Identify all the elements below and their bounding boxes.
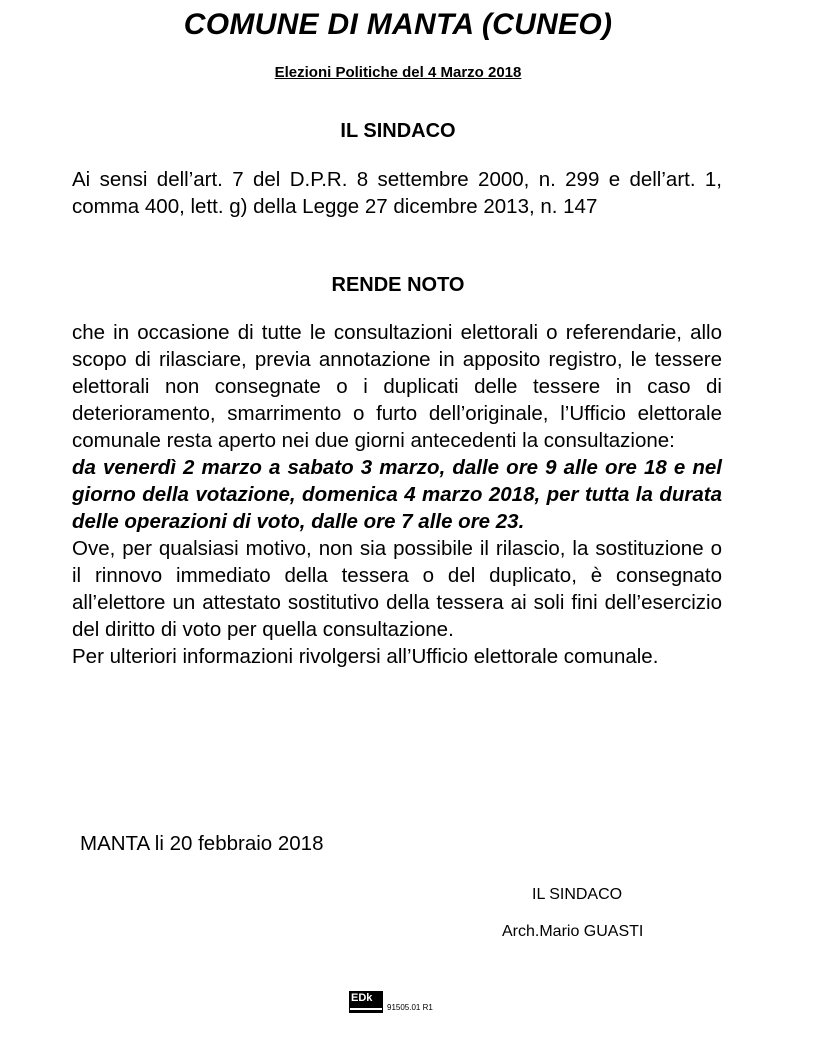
information-paragraph: Per ulteriori informazioni rivolgersi all’Ufficio elettorale comunale. — [72, 645, 659, 668]
heading-il-sindaco: IL SINDACO — [340, 120, 456, 142]
signature-name: Arch.Mario GUASTI — [502, 923, 644, 940]
document-code: 91505.01 R1 — [387, 1003, 433, 1012]
page-title: COMUNE DI MANTA (CUNEO) — [183, 8, 613, 41]
substitute-certificate-paragraph: Ove, per qualsiasi motivo, non sia possibile il rilascio, la sostituzione o il rinnovo immediato della tessera o del duplicato, è consegnato all’elettore un attestato sostitutivo della tessera ai soli fini dell’esercizio del diritto di voto per quella consultazione. — [72, 537, 722, 641]
notice-intro-paragraph: che in occasione di tutte le consultazioni elettorali o referendarie, allo scopo di rilasciare, previa annotazione in apposito registro, le tessere elettorali non consegnate o i duplicati delle tessere in caso di deterioramento, smarrimento o furto dell’originale, l’Ufficio elettorale comunale resta aperto nei due giorni antecedenti la consultazione: — [72, 321, 722, 452]
legal-reference-paragraph: Ai sensi dell’art. 7 del D.P.R. 8 settembre 2000, n. 299 e dell’art. 1, comma 400, lett. g) della Legge 27 dicembre 2013, n. 147 — [72, 168, 722, 218]
heading-rende-noto: RENDE NOTO — [331, 274, 465, 296]
signature-title: IL SINDACO — [532, 886, 623, 903]
footer — [349, 991, 433, 1013]
office-hours-paragraph: da venerdì 2 marzo a sabato 3 marzo, dalle ore 9 alle ore 18 e nel giorno della votazione, domenica 4 marzo 2018, per tutta la durata delle operazioni di voto, dalle ore 7 alle ore 23. — [72, 456, 722, 533]
notice-body — [72, 319, 722, 670]
page-subtitle: Elezioni Politiche del 4 Marzo 2018 — [274, 64, 522, 81]
publisher-logo-text: EDk — [351, 992, 373, 1004]
publisher-logo — [349, 991, 383, 1013]
date-line: MANTA li 20 febbraio 2018 — [80, 832, 324, 855]
